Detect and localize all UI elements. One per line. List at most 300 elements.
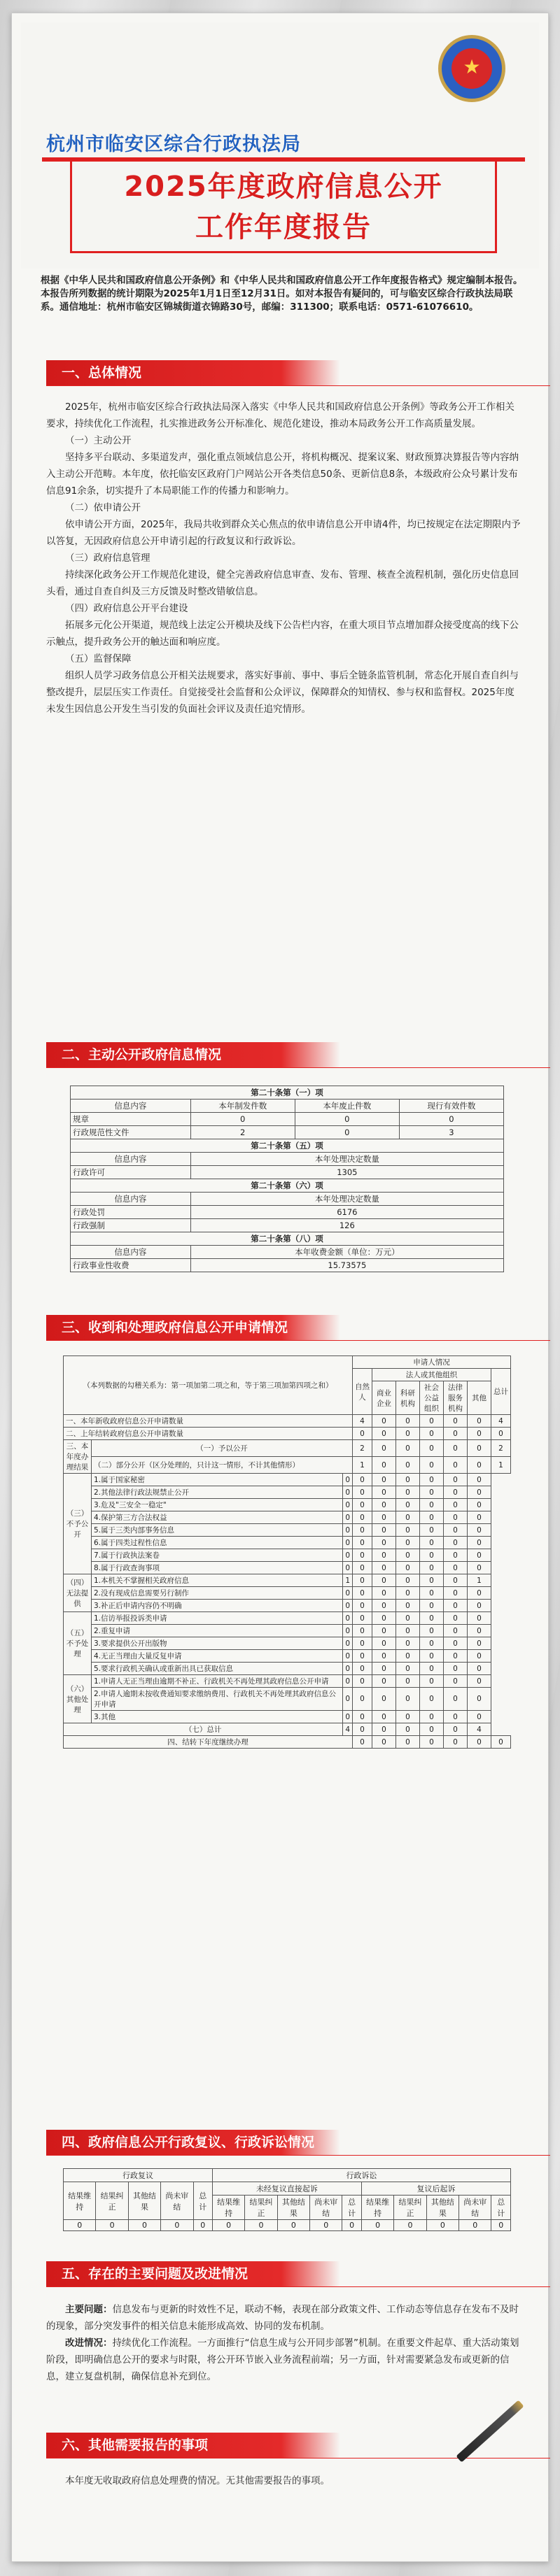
table-cell: 0 xyxy=(396,1600,420,1612)
table-header: 未经复议直接起诉 xyxy=(212,2182,361,2196)
table-cell: 0 xyxy=(343,1511,353,1524)
table-cell: 0 xyxy=(372,1537,396,1549)
table-cell: 0 xyxy=(396,1736,420,1749)
table-cell: 0 xyxy=(420,1511,444,1524)
table-cell: 15.73575 xyxy=(190,1259,503,1272)
row-label: 2.重复申请 xyxy=(92,1625,343,1637)
row-label: 2.申请人逾期未按收费通知要求缴纳费用、行政机关不再处理其政府信息公开申请 xyxy=(92,1688,343,1711)
table-cell: 0 xyxy=(396,1474,420,1486)
row-label: 3.危及"三安全一稳定" xyxy=(92,1499,343,1511)
table-cell: 0 xyxy=(190,1113,295,1126)
table-header: 总计 xyxy=(491,2196,511,2220)
table-cell: 0 xyxy=(343,1524,353,1537)
table-cell: 行政事业性收费 xyxy=(71,1259,191,1272)
table-header: 尚未审结 xyxy=(310,2196,342,2220)
table-row xyxy=(64,1537,511,1549)
table-row xyxy=(64,1524,511,1537)
table-cell: 1 xyxy=(468,1574,491,1587)
table-header: 本年制发件数 xyxy=(190,1100,295,1113)
table-cell: 0 xyxy=(353,1600,372,1612)
table-cell: 0 xyxy=(128,2220,160,2231)
subhead-request: （二）依申请公开 xyxy=(65,502,141,513)
table-cell: 0 xyxy=(468,1415,491,1428)
row-label: 1.申请人无正当理由逾期不补正、行政机关不再处理其政府信息公开申请 xyxy=(92,1675,343,1688)
row-label: 一、本年新收政府信息公开申请数量 xyxy=(64,1415,353,1428)
table-cell: 0 xyxy=(343,1625,353,1637)
overview-intro: 2025年，杭州市临安区综合行政执法局深入落实《中华人民共和国政府信息公开条例》等政务公开工作相关要求，持续优化工作流程，扎实推进政务公开标准化、规范化建设，推动本局政务公开工作高质量发展。 xyxy=(46,401,514,429)
table-cell: 0 xyxy=(343,1537,353,1549)
table-cell: 0 xyxy=(468,1428,491,1440)
subhead-active: （一）主动公开 xyxy=(65,435,132,446)
table-cell: 4 xyxy=(343,1723,353,1736)
table-header: 现行有效件数 xyxy=(399,1100,503,1113)
table-header: 本年处理决定数量 xyxy=(190,1153,503,1166)
table-cell: 0 xyxy=(468,1499,491,1511)
row-label: 8.属于行政查询事项 xyxy=(92,1562,343,1574)
table-cell: 0 xyxy=(396,1549,420,1562)
table-cell: 0 xyxy=(353,1587,372,1600)
row-label: 4.保护第三方合法权益 xyxy=(92,1511,343,1524)
table-header: 行政复议 xyxy=(64,2169,213,2182)
table-corner-note: （本列数据的勾稽关系为：第一项加第二项之和，等于第三项加第四项之和） xyxy=(64,1356,353,1415)
table-cell: 0 xyxy=(468,1711,491,1723)
table-header: 信息内容 xyxy=(71,1153,191,1166)
table-header: 法人或其他组织 xyxy=(372,1369,491,1381)
section-title-other: 六、其他需要报告的事项 xyxy=(46,2433,340,2458)
table-cell: 0 xyxy=(212,2220,244,2231)
table-cell: 0 xyxy=(245,2220,277,2231)
row-label: 5.要求行政机关确认或重新出具已获取信息 xyxy=(92,1663,343,1675)
table-cell: 0 xyxy=(353,1675,372,1688)
table-cell: 0 xyxy=(420,1415,444,1428)
table-cell: 0 xyxy=(396,1625,420,1637)
table-cell: 0 xyxy=(353,1574,372,1587)
table-cell: 0 xyxy=(468,1688,491,1711)
table-header: 总计 xyxy=(342,2196,361,2220)
table-cell: 0 xyxy=(353,1537,372,1549)
table-cell: 0 xyxy=(468,1440,491,1457)
row-label: 1.本机关不掌握相关政府信息 xyxy=(92,1574,343,1587)
table-row xyxy=(64,1637,511,1650)
table-cell: 0 xyxy=(372,1663,396,1675)
table-cell: 3 xyxy=(399,1126,503,1139)
table-cell: 0 xyxy=(343,1637,353,1650)
table-cell: 0 xyxy=(468,1524,491,1537)
table-cell: 0 xyxy=(444,1537,468,1549)
table-row xyxy=(64,1723,511,1736)
request-paragraph: 依申请公开方面，2025年，我局共收到群众关心焦点的依申请信息公开申请4件，均已按规定在法定期限内予以答复，无因政府信息公开申请引起的行政复议和行政诉讼。 xyxy=(46,519,521,547)
table-cell: 0 xyxy=(372,1524,396,1537)
table-cell: 0 xyxy=(396,1524,420,1537)
table-cell: 0 xyxy=(343,1675,353,1688)
table-cell: 0 xyxy=(342,2220,361,2231)
table-cell: 4 xyxy=(468,1723,491,1736)
table-cell: 2 xyxy=(190,1126,295,1139)
table-cell: 0 xyxy=(372,1428,396,1440)
management-paragraph: 持续深化政务公开工作规范化建设，健全完善政府信息审查、发布、管理、核查全流程机制，强化历史信息回头看，通过自查自纠及三方反馈及时整改错敏信息。 xyxy=(46,569,519,597)
table-cell: 0 xyxy=(444,1440,468,1457)
table-cell: 0 xyxy=(444,1600,468,1612)
table-cell: 0 xyxy=(394,2220,426,2231)
table-cell: 行政处罚 xyxy=(71,1206,191,1219)
table-cell: 0 xyxy=(372,1415,396,1428)
table-cell: 0 xyxy=(343,1711,353,1723)
problems-body xyxy=(46,2301,522,2385)
active-paragraph: 坚持多平台联动、多渠道发声，强化重点领域信息公开，将机构概况、提案议案、财政预算决算报告等内容纳入主动公开范畴。本年度，依托临安区政府门户网站公开各类信息50条、更新信息8条，本级政府公众号累计发布信息91余条，切实提升了本局职能工作的传播力和影响力。 xyxy=(46,452,519,497)
table-header: 总计 xyxy=(491,1369,511,1415)
table-cell: 0 xyxy=(372,1600,396,1612)
table-cell: 0 xyxy=(444,1524,468,1537)
table-cell: 0 xyxy=(310,2220,342,2231)
table-header: 其他结果 xyxy=(426,2196,458,2220)
table-heading: 第二十条第（八）项 xyxy=(71,1232,504,1246)
table-cell: 0 xyxy=(343,1688,353,1711)
table-cell: 0 xyxy=(161,2220,193,2231)
row-label: 2.没有现成信息需要另行制作 xyxy=(92,1587,343,1600)
table-cell: 0 xyxy=(420,1612,444,1625)
table-cell: 126 xyxy=(190,1219,503,1232)
section-title-requests: 三、收到和处理政府信息公开申请情况 xyxy=(46,1315,340,1340)
table-cell: 6176 xyxy=(190,1206,503,1219)
table-cell: 1305 xyxy=(190,1166,503,1179)
table-cell: 0 xyxy=(420,1600,444,1612)
table-cell: 0 xyxy=(444,1428,468,1440)
table-cell: 行政规范性文件 xyxy=(71,1126,191,1139)
table-cell: 0 xyxy=(468,1600,491,1612)
table-cell: 0 xyxy=(372,1511,396,1524)
table-row xyxy=(64,1675,511,1688)
table-cell: 0 xyxy=(420,1574,444,1587)
table-row xyxy=(64,1499,511,1511)
table-cell: 0 xyxy=(420,1499,444,1511)
table-cell: 0 xyxy=(372,1723,396,1736)
table-cell: 0 xyxy=(372,1474,396,1486)
table-header: 信息内容 xyxy=(71,1100,191,1113)
table-header: 结果纠正 xyxy=(394,2196,426,2220)
table-cell: 0 xyxy=(420,1736,444,1749)
row-label: 四、结转下年度继续办理 xyxy=(64,1736,353,1749)
problems-label: 主要问题： xyxy=(65,2304,113,2315)
table-cell: 0 xyxy=(396,1562,420,1574)
table-cell: 0 xyxy=(353,1650,372,1663)
subhead-management: （三）政府信息管理 xyxy=(65,553,150,564)
table-header: 本年收费金额（单位：万元） xyxy=(190,1246,503,1259)
table-row xyxy=(64,1474,511,1486)
table-cell: 0 xyxy=(343,1612,353,1625)
table-cell: 0 xyxy=(372,1675,396,1688)
table-cell: 0 xyxy=(444,1511,468,1524)
table-cell: 0 xyxy=(353,1625,372,1637)
table-row xyxy=(64,1486,511,1499)
table-cell: 0 xyxy=(468,1474,491,1486)
supervision-paragraph: 组织人员学习政务信息公开相关法规要求，落实好事前、事中、事后全链条监管机制，常态化开展自查自纠与整改提升，层层压实工作责任。自觉接受社会监督和公众评议，保障群众的知情权、参与权和监督权。2025年度未发生因信息公开发生当引发的负面社会评议及责任追究情形。 xyxy=(46,670,519,715)
table-header: 申请人情况 xyxy=(353,1356,511,1369)
table-cell: 0 xyxy=(420,1711,444,1723)
row-label: （一）予以公开 xyxy=(92,1440,353,1457)
table-cell: 0 xyxy=(372,1486,396,1499)
row-label: （七）总计 xyxy=(64,1723,343,1736)
org-name: 杭州市临安区综合行政执法局 xyxy=(46,134,301,155)
table-cell: 0 xyxy=(353,1736,372,1749)
table-header: 商业企业 xyxy=(372,1381,396,1415)
table-cell: 0 xyxy=(444,1486,468,1499)
table-header: 本年处理决定数量 xyxy=(190,1193,503,1206)
problems-text: 信息发布与更新的时效性不足，联动不畅，表现在部分政策文件、工作动态等信息存在发布不及时的现象，部分突发事件的相关信息未能形成高效、协同的发布机制。 xyxy=(46,2304,519,2332)
section-title-review: 四、政府信息公开行政复议、行政诉讼情况 xyxy=(46,2130,340,2155)
table-cell: 4 xyxy=(353,1415,372,1428)
table-cell: 0 xyxy=(420,1440,444,1457)
table-header: 结果纠正 xyxy=(245,2196,277,2220)
table-cell: 0 xyxy=(468,1663,491,1675)
table-cell: 规章 xyxy=(71,1113,191,1126)
table-cell: 0 xyxy=(372,1499,396,1511)
table-cell: 0 xyxy=(468,1549,491,1562)
row-label: 3.其他 xyxy=(92,1711,343,1723)
table-cell: 0 xyxy=(372,1637,396,1650)
table-header: 其他结果 xyxy=(128,2182,160,2220)
table-cell: 0 xyxy=(444,1612,468,1625)
table-cell: 0 xyxy=(420,1474,444,1486)
section-title-overview: 一、总体情况 xyxy=(46,360,340,385)
table-header: 结果维持 xyxy=(361,2196,393,2220)
improvements-label: 改进情况： xyxy=(65,2337,113,2349)
table-cell: 0 xyxy=(343,1474,353,1486)
table-row xyxy=(64,1587,511,1600)
subhead-supervision: （五）监督保障 xyxy=(65,653,132,664)
table-header: 法律服务机构 xyxy=(444,1381,468,1415)
table-cell: 0 xyxy=(396,1612,420,1625)
table-cell: 0 xyxy=(420,1562,444,1574)
table-header: 行政诉讼 xyxy=(212,2169,510,2182)
table-cell: 0 xyxy=(444,1650,468,1663)
table-cell: 0 xyxy=(295,1126,399,1139)
table-cell: 行政强制 xyxy=(71,1219,191,1232)
table-cell: 0 xyxy=(343,1663,353,1675)
table-cell: 0 xyxy=(468,1486,491,1499)
table-cell: 0 xyxy=(444,1562,468,1574)
row-label: 2.其他法律行政法规禁止公开 xyxy=(92,1486,343,1499)
table-cell: 2 xyxy=(353,1440,372,1457)
platform-paragraph: 拓展多元化公开渠道，规范线上法定公开模块及线下公告栏内容，在重大项目节点增加群众接受度高的线下公示触点，提升政务公开的触达面和响应度。 xyxy=(46,620,519,648)
table-cell: 4 xyxy=(491,1415,511,1428)
subgroup-label: （四）无法提供 xyxy=(64,1574,92,1612)
table-cell: 0 xyxy=(353,1562,372,1574)
table-cell: 0 xyxy=(396,1574,420,1587)
emblem-icon: ★ xyxy=(438,35,505,102)
table-row xyxy=(64,1415,511,1428)
table-heading: 第二十条第（六）项 xyxy=(71,1179,504,1193)
table-cell: 0 xyxy=(420,1625,444,1637)
table-cell: 0 xyxy=(372,1736,396,1749)
table-cell: 0 xyxy=(444,1711,468,1723)
table-cell: 0 xyxy=(459,2220,491,2231)
table-cell: 0 xyxy=(399,1113,503,1126)
table-cell: 2 xyxy=(491,1440,511,1457)
improvements-paragraph xyxy=(46,2335,522,2385)
table-row xyxy=(64,1574,511,1587)
table-cell: 0 xyxy=(444,1415,468,1428)
table-cell: 0 xyxy=(353,1524,372,1537)
table-cell: 0 xyxy=(361,2220,393,2231)
row-label: 4.无正当理由大量反复申请 xyxy=(92,1650,343,1663)
improvements-text: 持续优化工作流程。一方面推行“信息生成与公开同步部署”机制。在重要文件起草、重大活动策划阶段，即明确信息公开的要求与时限，将公开环节嵌入业务流程前端；另一方面，针对需要紧急发布或更新的信息，建立复盘机制，确保信息补充到位。 xyxy=(46,2337,519,2382)
table-cell: 0 xyxy=(420,1524,444,1537)
table-cell: 0 xyxy=(444,1549,468,1562)
table-cell: 0 xyxy=(372,1625,396,1637)
table-row xyxy=(64,1549,511,1562)
other-paragraph: 本年度无收取政府信息处理费的情况。无其他需要报告的事项。 xyxy=(65,2475,330,2486)
table-heading: 第二十条第（一）项 xyxy=(71,1086,504,1100)
table-cell: 0 xyxy=(396,1723,420,1736)
table-header: 总计 xyxy=(193,2182,212,2220)
title-line-1: 2025年度政府信息公开 xyxy=(124,171,443,203)
row-label: 7.属于行政执法案卷 xyxy=(92,1549,343,1562)
table-row xyxy=(64,1511,511,1524)
table-cell: 0 xyxy=(372,1549,396,1562)
table-header: 其他结果 xyxy=(277,2196,309,2220)
subgroup-label: （三）不予公开 xyxy=(64,1474,92,1574)
table-header: 自然人 xyxy=(353,1369,372,1415)
table-cell: 0 xyxy=(468,1736,491,1749)
table-cell: 0 xyxy=(468,1625,491,1637)
table-cell: 0 xyxy=(353,1663,372,1675)
table-cell: 0 xyxy=(96,2220,128,2231)
table-cell: 0 xyxy=(396,1637,420,1650)
table-row xyxy=(64,2220,511,2231)
table-row xyxy=(64,1440,511,1457)
table-cell: 0 xyxy=(353,1511,372,1524)
table-row xyxy=(64,1663,511,1675)
active-disclosure-table xyxy=(70,1086,504,1272)
report-header xyxy=(21,22,539,269)
table-row xyxy=(64,1650,511,1663)
row-label: （二）部分公开（区分处理的，只计这一情形，不计其他情形） xyxy=(92,1457,353,1474)
table-cell: 0 xyxy=(343,1486,353,1499)
table-cell: 0 xyxy=(420,1688,444,1711)
table-cell: 0 xyxy=(343,1549,353,1562)
table-cell: 0 xyxy=(444,1736,468,1749)
table-cell: 0 xyxy=(444,1474,468,1486)
table-row xyxy=(64,1688,511,1711)
table-cell: 0 xyxy=(420,1723,444,1736)
table-cell: 0 xyxy=(420,1537,444,1549)
row-label: 1.属于国家秘密 xyxy=(92,1474,343,1486)
row-label: 1.信访举报投诉类申请 xyxy=(92,1612,343,1625)
table-cell: 0 xyxy=(353,1549,372,1562)
table-cell: 0 xyxy=(372,1457,396,1474)
table-header: 结果纠正 xyxy=(96,2182,128,2220)
table-cell: 0 xyxy=(372,1650,396,1663)
table-cell: 0 xyxy=(396,1486,420,1499)
table-cell: 0 xyxy=(64,2220,96,2231)
table-cell: 0 xyxy=(420,1663,444,1675)
table-cell: 1 xyxy=(343,1574,353,1587)
table-cell: 0 xyxy=(396,1415,420,1428)
table-cell: 0 xyxy=(353,1499,372,1511)
table-cell: 0 xyxy=(372,1688,396,1711)
row-label: 3.要求提供公开出版物 xyxy=(92,1637,343,1650)
table-cell: 0 xyxy=(353,1723,372,1736)
group-label: 三、本年度办理结果 xyxy=(64,1440,92,1474)
subgroup-label: （六）其他处理 xyxy=(64,1675,92,1723)
table-cell: 0 xyxy=(444,1625,468,1637)
table-cell: 0 xyxy=(444,1675,468,1688)
table-cell: 0 xyxy=(426,2220,458,2231)
table-cell: 0 xyxy=(396,1688,420,1711)
table-row xyxy=(64,1711,511,1723)
table-cell: 0 xyxy=(396,1537,420,1549)
table-cell: 0 xyxy=(372,1711,396,1723)
table-cell: 0 xyxy=(343,1587,353,1600)
subhead-platform: （四）政府信息公开平台建设 xyxy=(65,603,188,614)
section-title-active: 二、主动公开政府信息情况 xyxy=(46,1042,340,1067)
table-row xyxy=(64,1562,511,1574)
table-cell: 0 xyxy=(343,1499,353,1511)
table-cell: 1 xyxy=(491,1457,511,1474)
table-row xyxy=(64,1625,511,1637)
table-header: 本年废止件数 xyxy=(295,1100,399,1113)
table-cell: 0 xyxy=(468,1457,491,1474)
table-cell: 0 xyxy=(396,1440,420,1457)
table-cell: 0 xyxy=(353,1711,372,1723)
table-cell: 0 xyxy=(353,1688,372,1711)
table-cell: 0 xyxy=(396,1650,420,1663)
table-cell: 0 xyxy=(353,1637,372,1650)
table-cell: 0 xyxy=(491,1736,511,1749)
table-cell: 0 xyxy=(396,1511,420,1524)
intro-paragraph: 根据《中华人民共和国政府信息公开条例》和《中华人民共和国政府信息公开工作年度报告格式》规定编制本报告。本报告所列数据的统计期限为2025年1月1日至12月31日。如对本报告有疑问的，可与临安区综合行政执法局联系。通信地址：杭州市临安区锦城街道衣锦路30号，邮编：311300；联系电话：0571-61076610。 xyxy=(41,275,523,313)
table-cell: 0 xyxy=(420,1587,444,1600)
table-header: 尚未审结 xyxy=(459,2196,491,2220)
table-cell: 0 xyxy=(468,1537,491,1549)
row-label: 5.属于三类内部事务信息 xyxy=(92,1524,343,1537)
problems-paragraph xyxy=(46,2301,522,2335)
table-row xyxy=(64,1600,511,1612)
table-cell: 0 xyxy=(444,1457,468,1474)
table-cell: 0 xyxy=(343,1650,353,1663)
row-label: 二、上年结转政府信息公开申请数量 xyxy=(64,1428,353,1440)
table-cell: 0 xyxy=(444,1663,468,1675)
table-cell: 0 xyxy=(353,1486,372,1499)
table-cell: 0 xyxy=(372,1440,396,1457)
table-header: 结果维持 xyxy=(64,2182,96,2220)
table-row xyxy=(64,1457,511,1474)
table-cell: 0 xyxy=(396,1499,420,1511)
table-cell: 0 xyxy=(353,1428,372,1440)
table-cell: 0 xyxy=(343,1600,353,1612)
table-row xyxy=(64,1612,511,1625)
table-cell: 0 xyxy=(396,1457,420,1474)
table-cell: 0 xyxy=(468,1637,491,1650)
table-header: 尚未审结 xyxy=(161,2182,193,2220)
table-header: 信息内容 xyxy=(71,1193,191,1206)
table-cell: 0 xyxy=(444,1637,468,1650)
table-cell: 0 xyxy=(491,2220,511,2231)
row-label: 3.补正后申请内容仍不明确 xyxy=(92,1600,343,1612)
table-header: 社会公益组织 xyxy=(420,1381,444,1415)
table-cell: 0 xyxy=(420,1549,444,1562)
table-heading: 第二十条第（五）项 xyxy=(71,1139,504,1153)
table-cell: 0 xyxy=(468,1650,491,1663)
table-header: 科研机构 xyxy=(396,1381,420,1415)
table-cell: 0 xyxy=(193,2220,212,2231)
section-title-problems: 五、存在的主要问题及改进情况 xyxy=(46,2261,340,2286)
table-cell: 0 xyxy=(372,1562,396,1574)
table-cell: 0 xyxy=(468,1612,491,1625)
table-cell: 行政许可 xyxy=(71,1166,191,1179)
table-cell: 0 xyxy=(396,1428,420,1440)
table-cell: 0 xyxy=(372,1587,396,1600)
